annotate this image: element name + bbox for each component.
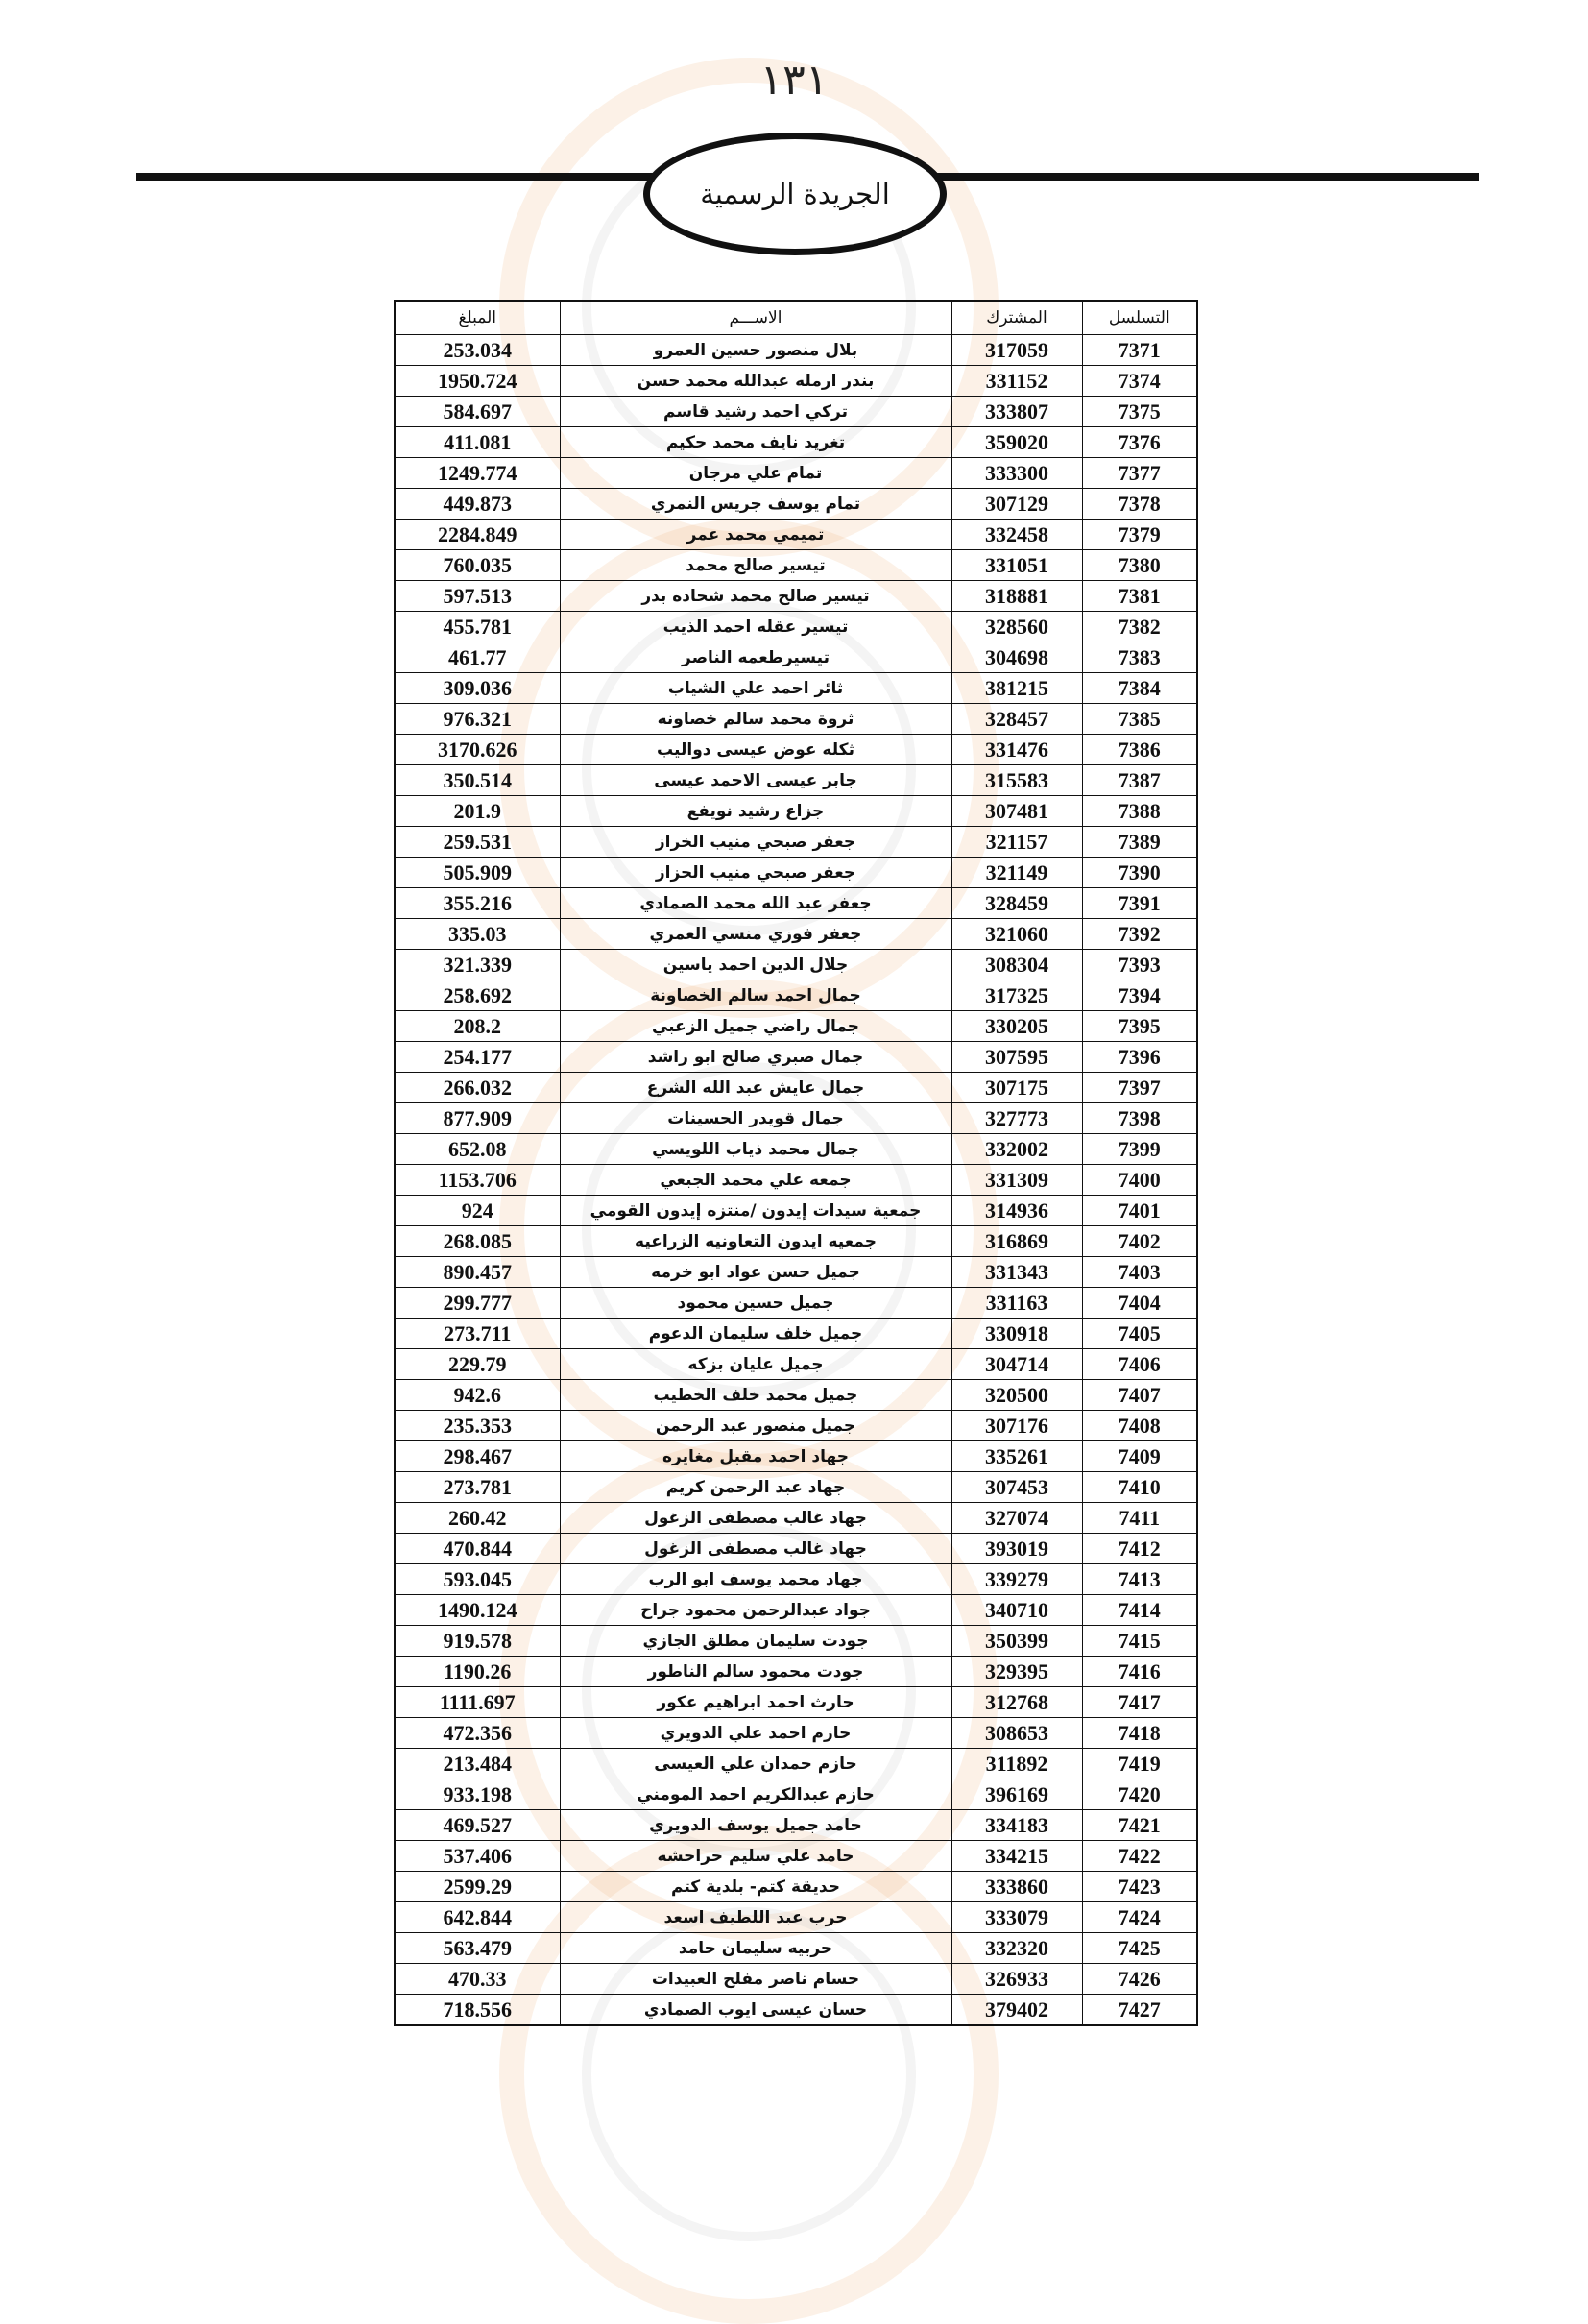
amount-cell: 2599.29 bbox=[395, 1872, 560, 1902]
serial-cell: 7418 bbox=[1082, 1718, 1197, 1749]
subscriber-cell: 321060 bbox=[951, 919, 1082, 950]
amount-cell: 229.79 bbox=[395, 1349, 560, 1380]
subscriber-cell: 396169 bbox=[951, 1779, 1082, 1810]
name-cell: جميل عليان بزكه bbox=[560, 1349, 951, 1380]
subscriber-cell: 393019 bbox=[951, 1534, 1082, 1564]
subscriber-cell: 307453 bbox=[951, 1472, 1082, 1503]
table-row bbox=[395, 796, 1197, 827]
table-row bbox=[395, 550, 1197, 581]
amount-cell: 976.321 bbox=[395, 704, 560, 735]
amount-cell: 235.353 bbox=[395, 1411, 560, 1441]
serial-cell: 7384 bbox=[1082, 673, 1197, 704]
amount-cell: 455.781 bbox=[395, 612, 560, 642]
serial-cell: 7412 bbox=[1082, 1534, 1197, 1564]
amount-cell: 321.339 bbox=[395, 950, 560, 980]
subscriber-cell: 321149 bbox=[951, 858, 1082, 888]
name-cell: حربيه سليمان حامد bbox=[560, 1933, 951, 1964]
serial-cell: 7381 bbox=[1082, 581, 1197, 612]
amount-cell: 642.844 bbox=[395, 1902, 560, 1933]
name-cell: بلال منصور حسين العمرو bbox=[560, 335, 951, 366]
amount-cell: 563.479 bbox=[395, 1933, 560, 1964]
serial-cell: 7414 bbox=[1082, 1595, 1197, 1626]
subscriber-cell: 331051 bbox=[951, 550, 1082, 581]
serial-cell: 7379 bbox=[1082, 520, 1197, 550]
subscriber-cell: 327074 bbox=[951, 1503, 1082, 1534]
name-cell: جودت سليمان مطلق الجازي bbox=[560, 1626, 951, 1657]
amount-cell: 470.844 bbox=[395, 1534, 560, 1564]
amount-cell: 2284.849 bbox=[395, 520, 560, 550]
column-header-subscriber: المشترك bbox=[951, 301, 1082, 335]
amount-cell: 273.711 bbox=[395, 1319, 560, 1349]
name-cell: جعفر صبحي منيب الحزاز bbox=[560, 858, 951, 888]
table-row bbox=[395, 1349, 1197, 1380]
serial-cell: 7383 bbox=[1082, 642, 1197, 673]
name-cell: تيسيرطعمه الناصر bbox=[560, 642, 951, 673]
name-cell: حارث احمد ابراهيم عكور bbox=[560, 1687, 951, 1718]
subscribers-table bbox=[394, 300, 1198, 2026]
name-cell: جميل حسن عواد ابو خرمه bbox=[560, 1257, 951, 1288]
table-row bbox=[395, 1564, 1197, 1595]
name-cell: تيسير صالح محمد bbox=[560, 550, 951, 581]
table-row bbox=[395, 1657, 1197, 1687]
amount-cell: 470.33 bbox=[395, 1964, 560, 1995]
name-cell: بندر ارمله عبدالله محمد حسن bbox=[560, 366, 951, 397]
serial-cell: 7419 bbox=[1082, 1749, 1197, 1779]
amount-cell: 273.781 bbox=[395, 1472, 560, 1503]
table-row bbox=[395, 458, 1197, 489]
table-row bbox=[395, 366, 1197, 397]
amount-cell: 537.406 bbox=[395, 1841, 560, 1872]
subscriber-cell: 304698 bbox=[951, 642, 1082, 673]
amount-cell: 1153.706 bbox=[395, 1165, 560, 1196]
table-row bbox=[395, 888, 1197, 919]
name-cell: جميل منصور عبد الرحمن bbox=[560, 1411, 951, 1441]
serial-cell: 7423 bbox=[1082, 1872, 1197, 1902]
column-header-amount: المبلغ bbox=[395, 301, 560, 335]
amount-cell: 3170.626 bbox=[395, 735, 560, 765]
name-cell: جهاد غالب مصطفى الزغول bbox=[560, 1503, 951, 1534]
amount-cell: 411.081 bbox=[395, 427, 560, 458]
subscriber-cell: 334215 bbox=[951, 1841, 1082, 1872]
subscriber-cell: 326933 bbox=[951, 1964, 1082, 1995]
amount-cell: 201.9 bbox=[395, 796, 560, 827]
serial-cell: 7417 bbox=[1082, 1687, 1197, 1718]
table-row bbox=[395, 581, 1197, 612]
serial-cell: 7396 bbox=[1082, 1042, 1197, 1073]
amount-cell: 505.909 bbox=[395, 858, 560, 888]
amount-cell: 597.513 bbox=[395, 581, 560, 612]
name-cell: جلال الدين احمد ياسين bbox=[560, 950, 951, 980]
serial-cell: 7376 bbox=[1082, 427, 1197, 458]
table-row bbox=[395, 1810, 1197, 1841]
subscriber-cell: 307481 bbox=[951, 796, 1082, 827]
subscriber-cell: 317325 bbox=[951, 980, 1082, 1011]
table-row bbox=[395, 1503, 1197, 1534]
serial-cell: 7408 bbox=[1082, 1411, 1197, 1441]
table-row bbox=[395, 1319, 1197, 1349]
serial-cell: 7375 bbox=[1082, 397, 1197, 427]
subscriber-cell: 335261 bbox=[951, 1441, 1082, 1472]
serial-cell: 7401 bbox=[1082, 1196, 1197, 1226]
name-cell: جميل حسين محمود bbox=[560, 1288, 951, 1319]
serial-cell: 7398 bbox=[1082, 1103, 1197, 1134]
amount-cell: 593.045 bbox=[395, 1564, 560, 1595]
table-row bbox=[395, 1411, 1197, 1441]
name-cell: حازم عبدالكريم احمد المومني bbox=[560, 1779, 951, 1810]
serial-cell: 7397 bbox=[1082, 1073, 1197, 1103]
name-cell: تمام يوسف جريس النمري bbox=[560, 489, 951, 520]
subscriber-cell: 333300 bbox=[951, 458, 1082, 489]
serial-cell: 7422 bbox=[1082, 1841, 1197, 1872]
subscriber-cell: 308653 bbox=[951, 1718, 1082, 1749]
table-row bbox=[395, 950, 1197, 980]
subscriber-cell: 307595 bbox=[951, 1042, 1082, 1073]
subscriber-cell: 381215 bbox=[951, 673, 1082, 704]
table-row bbox=[395, 1872, 1197, 1902]
table-row bbox=[395, 1011, 1197, 1042]
table-row bbox=[395, 1841, 1197, 1872]
table-row bbox=[395, 765, 1197, 796]
subscriber-cell: 331152 bbox=[951, 366, 1082, 397]
table-row bbox=[395, 335, 1197, 366]
name-cell: جمال قويدر الحسينات bbox=[560, 1103, 951, 1134]
table-row bbox=[395, 1902, 1197, 1933]
name-cell: حامد جميل يوسف الدويري bbox=[560, 1810, 951, 1841]
serial-cell: 7399 bbox=[1082, 1134, 1197, 1165]
table-row bbox=[395, 1933, 1197, 1964]
subscriber-cell: 333807 bbox=[951, 397, 1082, 427]
serial-cell: 7406 bbox=[1082, 1349, 1197, 1380]
subscriber-cell: 332002 bbox=[951, 1134, 1082, 1165]
table-row bbox=[395, 1534, 1197, 1564]
table-row bbox=[395, 520, 1197, 550]
table-row bbox=[395, 1165, 1197, 1196]
serial-cell: 7387 bbox=[1082, 765, 1197, 796]
name-cell: ثائر احمد علي الشياب bbox=[560, 673, 951, 704]
serial-cell: 7415 bbox=[1082, 1626, 1197, 1657]
subscriber-cell: 307176 bbox=[951, 1411, 1082, 1441]
serial-cell: 7405 bbox=[1082, 1319, 1197, 1349]
name-cell: جواد عبدالرحمن محمود جراح bbox=[560, 1595, 951, 1626]
serial-cell: 7371 bbox=[1082, 335, 1197, 366]
gazette-title-oval bbox=[643, 133, 947, 255]
name-cell: جمعه علي محمد الجبعي bbox=[560, 1165, 951, 1196]
name-cell: حازم حمدان علي العيسى bbox=[560, 1749, 951, 1779]
name-cell: تركي احمد رشيد قاسم bbox=[560, 397, 951, 427]
amount-cell: 355.216 bbox=[395, 888, 560, 919]
table-row bbox=[395, 1134, 1197, 1165]
serial-cell: 7394 bbox=[1082, 980, 1197, 1011]
subscriber-cell: 327773 bbox=[951, 1103, 1082, 1134]
amount-cell: 1249.774 bbox=[395, 458, 560, 489]
amount-cell: 350.514 bbox=[395, 765, 560, 796]
amount-cell: 259.531 bbox=[395, 827, 560, 858]
amount-cell: 1490.124 bbox=[395, 1595, 560, 1626]
amount-cell: 877.909 bbox=[395, 1103, 560, 1134]
table-row bbox=[395, 1964, 1197, 1995]
table-row bbox=[395, 919, 1197, 950]
subscriber-cell: 311892 bbox=[951, 1749, 1082, 1779]
name-cell: تميمي محمد عمر bbox=[560, 520, 951, 550]
subscriber-cell: 308304 bbox=[951, 950, 1082, 980]
table-row bbox=[395, 980, 1197, 1011]
serial-cell: 7393 bbox=[1082, 950, 1197, 980]
name-cell: جمعية سيدات إيدون /منتزه إيدون القومي bbox=[560, 1196, 951, 1226]
amount-cell: 299.777 bbox=[395, 1288, 560, 1319]
table-row bbox=[395, 1687, 1197, 1718]
amount-cell: 890.457 bbox=[395, 1257, 560, 1288]
name-cell: جهاد عبد الرحمن كريم bbox=[560, 1472, 951, 1503]
name-cell: جودت محمود سالم الناطور bbox=[560, 1657, 951, 1687]
subscriber-cell: 328560 bbox=[951, 612, 1082, 642]
amount-cell: 260.42 bbox=[395, 1503, 560, 1534]
subscriber-cell: 379402 bbox=[951, 1995, 1082, 2026]
serial-cell: 7389 bbox=[1082, 827, 1197, 858]
serial-cell: 7413 bbox=[1082, 1564, 1197, 1595]
name-cell: حرب عبد اللطيف اسعد bbox=[560, 1902, 951, 1933]
table-row bbox=[395, 1718, 1197, 1749]
table-row bbox=[395, 1257, 1197, 1288]
amount-cell: 449.873 bbox=[395, 489, 560, 520]
name-cell: حازم احمد علي الدويري bbox=[560, 1718, 951, 1749]
serial-cell: 7411 bbox=[1082, 1503, 1197, 1534]
serial-cell: 7385 bbox=[1082, 704, 1197, 735]
serial-cell: 7377 bbox=[1082, 458, 1197, 489]
serial-cell: 7391 bbox=[1082, 888, 1197, 919]
serial-cell: 7388 bbox=[1082, 796, 1197, 827]
table-row bbox=[395, 1749, 1197, 1779]
subscriber-cell: 317059 bbox=[951, 335, 1082, 366]
subscriber-cell: 328459 bbox=[951, 888, 1082, 919]
serial-cell: 7382 bbox=[1082, 612, 1197, 642]
serial-cell: 7420 bbox=[1082, 1779, 1197, 1810]
table-row bbox=[395, 612, 1197, 642]
table-row bbox=[395, 735, 1197, 765]
amount-cell: 258.692 bbox=[395, 980, 560, 1011]
subscriber-cell: 316869 bbox=[951, 1226, 1082, 1257]
serial-cell: 7416 bbox=[1082, 1657, 1197, 1687]
serial-cell: 7386 bbox=[1082, 735, 1197, 765]
subscriber-cell: 330205 bbox=[951, 1011, 1082, 1042]
amount-cell: 254.177 bbox=[395, 1042, 560, 1073]
name-cell: جعفر عبد الله محمد الصمادي bbox=[560, 888, 951, 919]
amount-cell: 469.527 bbox=[395, 1810, 560, 1841]
subscriber-cell: 320500 bbox=[951, 1380, 1082, 1411]
name-cell: جمال عايش عبد الله الشرع bbox=[560, 1073, 951, 1103]
subscriber-cell: 328457 bbox=[951, 704, 1082, 735]
table-row bbox=[395, 427, 1197, 458]
subscriber-cell: 340710 bbox=[951, 1595, 1082, 1626]
subscriber-cell: 312768 bbox=[951, 1687, 1082, 1718]
amount-cell: 1111.697 bbox=[395, 1687, 560, 1718]
serial-cell: 7427 bbox=[1082, 1995, 1197, 2026]
name-cell: حسان عيسى ايوب الصمادي bbox=[560, 1995, 951, 2026]
name-cell: جعفر فوزي منسي العمري bbox=[560, 919, 951, 950]
subscriber-cell: 331343 bbox=[951, 1257, 1082, 1288]
subscriber-cell: 307175 bbox=[951, 1073, 1082, 1103]
amount-cell: 933.198 bbox=[395, 1779, 560, 1810]
amount-cell: 942.6 bbox=[395, 1380, 560, 1411]
page-number: ١٣١ bbox=[759, 56, 829, 105]
serial-cell: 7407 bbox=[1082, 1380, 1197, 1411]
serial-cell: 7390 bbox=[1082, 858, 1197, 888]
amount-cell: 268.085 bbox=[395, 1226, 560, 1257]
table-row bbox=[395, 1226, 1197, 1257]
name-cell: جهاد محمد يوسف ابو الرب bbox=[560, 1564, 951, 1595]
amount-cell: 1190.26 bbox=[395, 1657, 560, 1687]
table-row bbox=[395, 1441, 1197, 1472]
serial-cell: 7400 bbox=[1082, 1165, 1197, 1196]
amount-cell: 718.556 bbox=[395, 1995, 560, 2026]
name-cell: حديقة كتم- بلدية كتم bbox=[560, 1872, 951, 1902]
table-row bbox=[395, 827, 1197, 858]
name-cell: تيسير عقله احمد الذيب bbox=[560, 612, 951, 642]
amount-cell: 213.484 bbox=[395, 1749, 560, 1779]
name-cell: جمال احمد سالم الخصاونة bbox=[560, 980, 951, 1011]
amount-cell: 335.03 bbox=[395, 919, 560, 950]
name-cell: تمام علي مرجان bbox=[560, 458, 951, 489]
name-cell: حسام ناصر مفلح العبيدات bbox=[560, 1964, 951, 1995]
table-row bbox=[395, 397, 1197, 427]
name-cell: ثروة محمد سالم خصاونه bbox=[560, 704, 951, 735]
amount-cell: 266.032 bbox=[395, 1073, 560, 1103]
subscriber-cell: 329395 bbox=[951, 1657, 1082, 1687]
column-header-serial: التسلسل bbox=[1082, 301, 1197, 335]
subscriber-cell: 359020 bbox=[951, 427, 1082, 458]
table-row bbox=[395, 1196, 1197, 1226]
amount-cell: 309.036 bbox=[395, 673, 560, 704]
subscriber-cell: 330918 bbox=[951, 1319, 1082, 1349]
table-row bbox=[395, 673, 1197, 704]
table-row bbox=[395, 1103, 1197, 1134]
amount-cell: 1950.724 bbox=[395, 366, 560, 397]
table-row bbox=[395, 1472, 1197, 1503]
serial-cell: 7410 bbox=[1082, 1472, 1197, 1503]
name-cell: جمال راضي جميل الزعبي bbox=[560, 1011, 951, 1042]
table-header-row bbox=[395, 301, 1197, 335]
table-row bbox=[395, 704, 1197, 735]
name-cell: جمال محمد ذياب اللويسي bbox=[560, 1134, 951, 1165]
serial-cell: 7425 bbox=[1082, 1933, 1197, 1964]
amount-cell: 924 bbox=[395, 1196, 560, 1226]
amount-cell: 652.08 bbox=[395, 1134, 560, 1165]
subscriber-cell: 331476 bbox=[951, 735, 1082, 765]
name-cell: ثكله عوض عيسى دواليب bbox=[560, 735, 951, 765]
serial-cell: 7409 bbox=[1082, 1441, 1197, 1472]
table-row bbox=[395, 489, 1197, 520]
amount-cell: 584.697 bbox=[395, 397, 560, 427]
table-row bbox=[395, 642, 1197, 673]
amount-cell: 208.2 bbox=[395, 1011, 560, 1042]
name-cell: جزاع رشيد نويفع bbox=[560, 796, 951, 827]
serial-cell: 7421 bbox=[1082, 1810, 1197, 1841]
name-cell: حامد علي سليم حراحشه bbox=[560, 1841, 951, 1872]
name-cell: جهاد غالب مصطفى الزغول bbox=[560, 1534, 951, 1564]
subscriber-cell: 304714 bbox=[951, 1349, 1082, 1380]
name-cell: جمال صبري صالح ابو راشد bbox=[560, 1042, 951, 1073]
amount-cell: 919.578 bbox=[395, 1626, 560, 1657]
subscriber-cell: 318881 bbox=[951, 581, 1082, 612]
table-row bbox=[395, 1042, 1197, 1073]
subscriber-cell: 307129 bbox=[951, 489, 1082, 520]
subscriber-cell: 314936 bbox=[951, 1196, 1082, 1226]
subscriber-cell: 315583 bbox=[951, 765, 1082, 796]
name-cell: جهاد احمد مقبل مغايره bbox=[560, 1441, 951, 1472]
subscriber-cell: 339279 bbox=[951, 1564, 1082, 1595]
table-row bbox=[395, 1779, 1197, 1810]
column-header-name: الاســـم bbox=[560, 301, 951, 335]
serial-cell: 7424 bbox=[1082, 1902, 1197, 1933]
name-cell: جابر عيسى الاحمد عيسى bbox=[560, 765, 951, 796]
amount-cell: 253.034 bbox=[395, 335, 560, 366]
serial-cell: 7403 bbox=[1082, 1257, 1197, 1288]
table-row bbox=[395, 1626, 1197, 1657]
serial-cell: 7392 bbox=[1082, 919, 1197, 950]
serial-cell: 7402 bbox=[1082, 1226, 1197, 1257]
serial-cell: 7380 bbox=[1082, 550, 1197, 581]
subscriber-cell: 334183 bbox=[951, 1810, 1082, 1841]
subscriber-cell: 331163 bbox=[951, 1288, 1082, 1319]
serial-cell: 7404 bbox=[1082, 1288, 1197, 1319]
name-cell: جميل محمد خلف الخطيب bbox=[560, 1380, 951, 1411]
amount-cell: 472.356 bbox=[395, 1718, 560, 1749]
table-row bbox=[395, 1288, 1197, 1319]
table-row bbox=[395, 858, 1197, 888]
serial-cell: 7426 bbox=[1082, 1964, 1197, 1995]
name-cell: جعفر صبحي منيب الخراز bbox=[560, 827, 951, 858]
table-row bbox=[395, 1995, 1197, 2026]
name-cell: تغريد نايف محمد حكيم bbox=[560, 427, 951, 458]
name-cell: جمعيه ايدون التعاونيه الزراعيه bbox=[560, 1226, 951, 1257]
amount-cell: 760.035 bbox=[395, 550, 560, 581]
subscriber-cell: 321157 bbox=[951, 827, 1082, 858]
table-row bbox=[395, 1380, 1197, 1411]
name-cell: تيسير صالح محمد شحاده بدر bbox=[560, 581, 951, 612]
gazette-title: الجريدة الرسمية bbox=[700, 178, 890, 210]
subscriber-cell: 332320 bbox=[951, 1933, 1082, 1964]
serial-cell: 7378 bbox=[1082, 489, 1197, 520]
subscriber-cell: 350399 bbox=[951, 1626, 1082, 1657]
serial-cell: 7395 bbox=[1082, 1011, 1197, 1042]
table-row bbox=[395, 1073, 1197, 1103]
table-row bbox=[395, 1595, 1197, 1626]
subscriber-cell: 332458 bbox=[951, 520, 1082, 550]
name-cell: جميل خلف سليمان الدعوم bbox=[560, 1319, 951, 1349]
subscriber-cell: 331309 bbox=[951, 1165, 1082, 1196]
amount-cell: 461.77 bbox=[395, 642, 560, 673]
serial-cell: 7374 bbox=[1082, 366, 1197, 397]
subscriber-cell: 333079 bbox=[951, 1902, 1082, 1933]
amount-cell: 298.467 bbox=[395, 1441, 560, 1472]
subscriber-cell: 333860 bbox=[951, 1872, 1082, 1902]
